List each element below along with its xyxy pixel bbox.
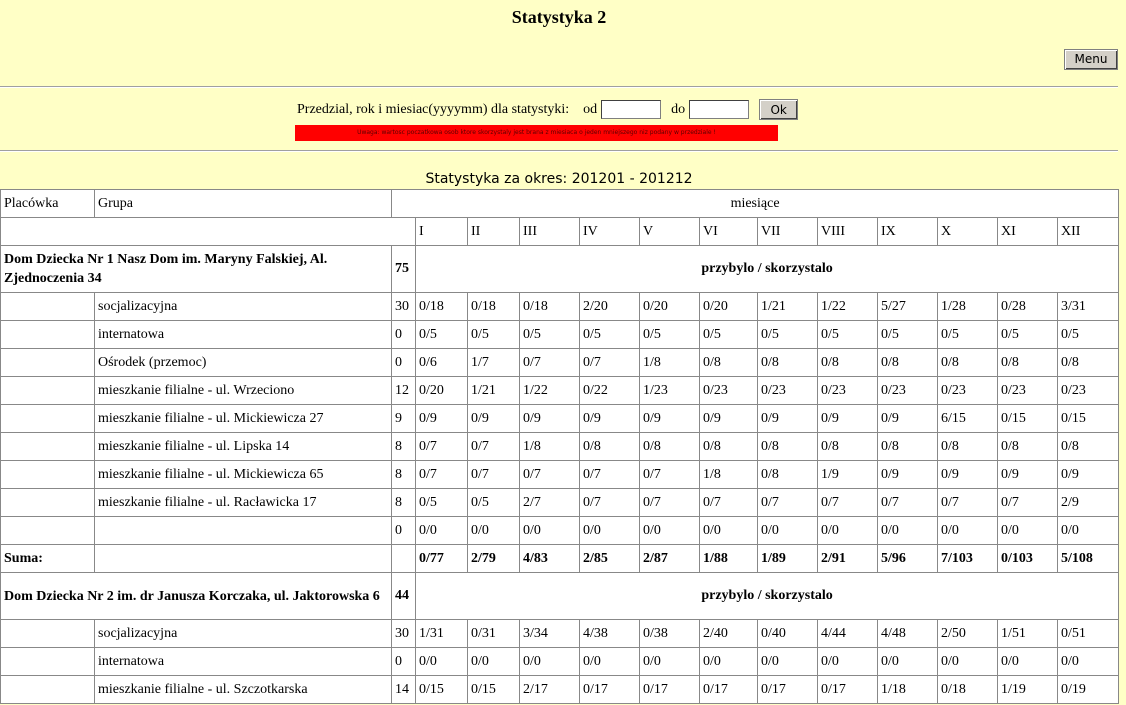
month-value: 0/5 xyxy=(938,321,998,349)
month-value: 0/8 xyxy=(878,349,938,377)
month-value: 0/8 xyxy=(998,433,1058,461)
month-value: 0/9 xyxy=(640,405,700,433)
month-value: 1/9 xyxy=(818,461,878,489)
month-value: 0/0 xyxy=(1058,648,1119,676)
group-row xyxy=(1,293,1119,321)
month-value: 0/18 xyxy=(520,293,580,321)
month-value: 0/8 xyxy=(758,461,818,489)
group-row xyxy=(1,433,1119,461)
month-value: 0/7 xyxy=(878,489,938,517)
month-value: 1/7 xyxy=(468,349,520,377)
month-value: 0/31 xyxy=(468,620,520,648)
group-count: 0 xyxy=(392,648,416,676)
month-value: 0/9 xyxy=(580,405,640,433)
month-value: 1/21 xyxy=(468,377,520,405)
month-value: 1/18 xyxy=(878,676,938,704)
month-value: 4/44 xyxy=(818,620,878,648)
month-value: 0/15 xyxy=(998,405,1058,433)
month-value: 0/5 xyxy=(878,321,938,349)
month-value: 0/9 xyxy=(758,405,818,433)
statistics-table xyxy=(0,189,1119,704)
group-name xyxy=(95,517,392,545)
month-value: 2/7 xyxy=(520,489,580,517)
month-value: 0/7 xyxy=(520,349,580,377)
month-value: 0/23 xyxy=(878,377,938,405)
to-label: do xyxy=(671,101,686,117)
month-value: 0/0 xyxy=(938,517,998,545)
month-value: 0/23 xyxy=(758,377,818,405)
group-count: 0 xyxy=(392,349,416,377)
month-value: 0/7 xyxy=(580,461,640,489)
group-count: 8 xyxy=(392,489,416,517)
month-value: 0/7 xyxy=(640,489,700,517)
month-value: 0/23 xyxy=(1058,377,1119,405)
empty-cell xyxy=(1,517,95,545)
month-header: I xyxy=(416,218,468,246)
empty-cell xyxy=(1,349,95,377)
month-value: 0/7 xyxy=(520,461,580,489)
group-name: mieszkanie filialne - ul. Wrzeciono xyxy=(95,377,392,405)
month-value: 0/51 xyxy=(1058,620,1119,648)
period-label: Statystyka za okres: 201201 - 201212 xyxy=(425,171,693,187)
group-row xyxy=(1,349,1119,377)
group-count: 8 xyxy=(392,461,416,489)
month-value: 0/0 xyxy=(580,648,640,676)
sum-value: 2/91 xyxy=(818,545,878,573)
month-value: 0/0 xyxy=(818,517,878,545)
sum-value: 7/103 xyxy=(938,545,998,573)
month-value: 1/8 xyxy=(700,461,758,489)
month-value: 1/8 xyxy=(520,433,580,461)
divider xyxy=(0,86,1118,88)
month-value: 5/27 xyxy=(878,293,938,321)
month-value: 0/8 xyxy=(700,433,758,461)
month-value: 0/0 xyxy=(998,517,1058,545)
month-value: 1/19 xyxy=(998,676,1058,704)
month-value: 0/0 xyxy=(700,517,758,545)
month-header: III xyxy=(520,218,580,246)
month-value: 0/7 xyxy=(818,489,878,517)
sum-value: 1/88 xyxy=(700,545,758,573)
month-value: 0/0 xyxy=(580,517,640,545)
month-value: 0/20 xyxy=(700,293,758,321)
month-value: 0/8 xyxy=(938,349,998,377)
group-name: mieszkanie filialne - ul. Mickiewicza 27 xyxy=(95,405,392,433)
month-value: 4/48 xyxy=(878,620,938,648)
group-row xyxy=(1,321,1119,349)
month-value: 0/17 xyxy=(758,676,818,704)
month-value: 2/17 xyxy=(520,676,580,704)
month-value: 0/0 xyxy=(520,648,580,676)
month-value: 0/7 xyxy=(700,489,758,517)
institution-subheader: przybylo / skorzystalo xyxy=(416,246,1119,293)
group-count: 14 xyxy=(392,676,416,704)
empty-cell xyxy=(1,321,95,349)
month-value: 2/9 xyxy=(1058,489,1119,517)
month-value: 0/17 xyxy=(818,676,878,704)
month-value: 1/8 xyxy=(640,349,700,377)
month-value: 1/28 xyxy=(938,293,998,321)
month-value: 0/9 xyxy=(938,461,998,489)
month-value: 0/6 xyxy=(416,349,468,377)
month-value: 0/18 xyxy=(416,293,468,321)
month-value: 0/5 xyxy=(416,489,468,517)
month-value: 0/8 xyxy=(818,349,878,377)
group-row xyxy=(1,620,1119,648)
month-value: 0/18 xyxy=(468,293,520,321)
ok-button[interactable]: Ok xyxy=(759,99,798,120)
month-value: 0/0 xyxy=(758,648,818,676)
month-value: 0/7 xyxy=(580,489,640,517)
month-value: 0/5 xyxy=(700,321,758,349)
month-value: 0/19 xyxy=(1058,676,1119,704)
month-value: 0/0 xyxy=(640,517,700,545)
month-header: IX xyxy=(878,218,938,246)
month-value: 0/8 xyxy=(818,433,878,461)
month-value: 0/7 xyxy=(938,489,998,517)
sum-value: 4/83 xyxy=(520,545,580,573)
month-value: 1/22 xyxy=(520,377,580,405)
month-value: 0/5 xyxy=(468,321,520,349)
month-value: 0/5 xyxy=(468,489,520,517)
month-value: 0/17 xyxy=(580,676,640,704)
month-value: 0/0 xyxy=(640,648,700,676)
sum-label: Suma: xyxy=(1,545,95,573)
group-row xyxy=(1,461,1119,489)
month-value: 0/8 xyxy=(700,349,758,377)
month-value: 0/8 xyxy=(878,433,938,461)
month-value: 0/22 xyxy=(580,377,640,405)
sum-value: 0/77 xyxy=(416,545,468,573)
month-value: 0/23 xyxy=(818,377,878,405)
empty-cell xyxy=(1,676,95,704)
institution-row xyxy=(1,573,1119,620)
month-value: 0/5 xyxy=(758,321,818,349)
month-header: VIII xyxy=(818,218,878,246)
month-value: 0/23 xyxy=(998,377,1058,405)
group-name: mieszkanie filialne - ul. Szczotkarska xyxy=(95,676,392,704)
month-value: 0/7 xyxy=(580,349,640,377)
group-count: 0 xyxy=(392,321,416,349)
month-value: 0/7 xyxy=(416,461,468,489)
group-count: 8 xyxy=(392,433,416,461)
month-value: 0/5 xyxy=(1058,321,1119,349)
group-name: internatowa xyxy=(95,648,392,676)
empty-cell xyxy=(1,405,95,433)
month-value: 0/5 xyxy=(520,321,580,349)
month-header: VI xyxy=(700,218,758,246)
month-value: 0/9 xyxy=(998,461,1058,489)
group-row xyxy=(1,648,1119,676)
range-label: Przedzial, rok i miesiac(yyyymm) dla statystyki: xyxy=(297,101,570,117)
sum-value: 5/108 xyxy=(1058,545,1119,573)
institution-subheader: przybylo / skorzystalo xyxy=(416,573,1119,620)
month-header: XII xyxy=(1058,218,1119,246)
month-value: 0/0 xyxy=(878,648,938,676)
month-value: 0/15 xyxy=(416,676,468,704)
month-value: 0/20 xyxy=(640,293,700,321)
month-value: 0/8 xyxy=(1058,433,1119,461)
header-grupa: Grupa xyxy=(95,190,392,218)
empty-cell xyxy=(392,545,416,573)
table-header-row xyxy=(1,190,1119,218)
month-header: V xyxy=(640,218,700,246)
group-name: mieszkanie filialne - ul. Lipska 14 xyxy=(95,433,392,461)
month-value: 0/23 xyxy=(700,377,758,405)
month-value: 0/5 xyxy=(640,321,700,349)
month-value: 2/20 xyxy=(580,293,640,321)
month-header: X xyxy=(938,218,998,246)
sum-value: 0/103 xyxy=(998,545,1058,573)
empty-cell xyxy=(1,377,95,405)
month-value: 0/0 xyxy=(1058,517,1119,545)
menu-button[interactable]: Menu xyxy=(1064,49,1118,70)
month-header: II xyxy=(468,218,520,246)
group-count: 12 xyxy=(392,377,416,405)
institution-total: 44 xyxy=(392,573,416,620)
group-name: Ośrodek (przemoc) xyxy=(95,349,392,377)
month-value: 6/15 xyxy=(938,405,998,433)
month-value: 0/7 xyxy=(468,433,520,461)
empty-cell xyxy=(1,489,95,517)
month-value: 0/9 xyxy=(520,405,580,433)
month-value: 3/34 xyxy=(520,620,580,648)
group-name: socjalizacyjna xyxy=(95,293,392,321)
sum-value: 5/96 xyxy=(878,545,938,573)
group-name: mieszkanie filialne - ul. Mickiewicza 65 xyxy=(95,461,392,489)
month-value: 0/0 xyxy=(878,517,938,545)
month-value: 0/8 xyxy=(938,433,998,461)
month-value: 0/28 xyxy=(998,293,1058,321)
month-value: 0/8 xyxy=(758,433,818,461)
month-value: 0/9 xyxy=(878,405,938,433)
month-value: 2/40 xyxy=(700,620,758,648)
group-name: mieszkanie filialne - ul. Racławicka 17 xyxy=(95,489,392,517)
month-value: 0/38 xyxy=(640,620,700,648)
month-value: 4/38 xyxy=(580,620,640,648)
sum-value: 1/89 xyxy=(758,545,818,573)
month-value: 0/23 xyxy=(938,377,998,405)
sum-value: 2/79 xyxy=(468,545,520,573)
month-value: 0/0 xyxy=(700,648,758,676)
institution-total: 75 xyxy=(392,246,416,293)
empty-cell xyxy=(1,218,416,246)
month-value: 0/18 xyxy=(938,676,998,704)
group-name: socjalizacyjna xyxy=(95,620,392,648)
month-value: 0/5 xyxy=(998,321,1058,349)
group-count: 30 xyxy=(392,293,416,321)
month-value: 0/8 xyxy=(1058,349,1119,377)
month-value: 0/7 xyxy=(416,433,468,461)
month-value: 1/23 xyxy=(640,377,700,405)
header-placowka: Placówka xyxy=(1,190,95,218)
month-value: 0/20 xyxy=(416,377,468,405)
warning-notice: Uwaga: wartosc poczatkowa osob ktore skorzystaly jest brana z miesiaca o jeden mniejszego niz podany w przedziale ! xyxy=(295,125,778,141)
month-value: 0/9 xyxy=(878,461,938,489)
month-value: 0/15 xyxy=(468,676,520,704)
month-value: 0/17 xyxy=(640,676,700,704)
month-value: 0/40 xyxy=(758,620,818,648)
group-row xyxy=(1,377,1119,405)
month-value: 0/15 xyxy=(1058,405,1119,433)
group-row xyxy=(1,489,1119,517)
month-value: 0/9 xyxy=(700,405,758,433)
group-count: 30 xyxy=(392,620,416,648)
month-value: 0/0 xyxy=(758,517,818,545)
month-value: 0/9 xyxy=(1058,461,1119,489)
month-value: 0/7 xyxy=(468,461,520,489)
month-value: 0/5 xyxy=(580,321,640,349)
group-count: 0 xyxy=(392,517,416,545)
month-value: 0/0 xyxy=(520,517,580,545)
month-value: 0/5 xyxy=(416,321,468,349)
page-title: Statystyka 2 xyxy=(511,7,607,27)
institution-name: Dom Dziecka Nr 2 im. dr Janusza Korczaka, ul. Jaktorowska 6 xyxy=(1,573,392,620)
month-value: 0/0 xyxy=(468,648,520,676)
empty-cell xyxy=(1,433,95,461)
month-value: 3/31 xyxy=(1058,293,1119,321)
month-value: 0/5 xyxy=(818,321,878,349)
month-value: 1/51 xyxy=(998,620,1058,648)
month-value: 0/0 xyxy=(818,648,878,676)
group-row xyxy=(1,405,1119,433)
month-value: 0/7 xyxy=(640,461,700,489)
month-value: 0/8 xyxy=(998,349,1058,377)
month-value: 0/7 xyxy=(998,489,1058,517)
divider xyxy=(0,150,1118,152)
month-value: 0/0 xyxy=(416,517,468,545)
month-value: 0/8 xyxy=(580,433,640,461)
empty-cell xyxy=(1,461,95,489)
institution-row xyxy=(1,246,1119,293)
empty-cell xyxy=(1,293,95,321)
group-count: 9 xyxy=(392,405,416,433)
header-miesiace: miesiące xyxy=(392,190,1119,218)
month-value: 0/0 xyxy=(998,648,1058,676)
sum-value: 2/87 xyxy=(640,545,700,573)
from-input[interactable] xyxy=(601,100,661,119)
month-value: 0/17 xyxy=(700,676,758,704)
month-value: 2/50 xyxy=(938,620,998,648)
institution-name: Dom Dziecka Nr 1 Nasz Dom im. Maryny Falskiej, Al. Zjednoczenia 34 xyxy=(1,246,392,293)
group-name: internatowa xyxy=(95,321,392,349)
month-header-row xyxy=(1,218,1119,246)
empty-cell xyxy=(1,620,95,648)
month-value: 0/0 xyxy=(468,517,520,545)
sum-row xyxy=(1,545,1119,573)
month-value: 0/9 xyxy=(468,405,520,433)
from-label: od xyxy=(583,101,598,117)
group-row xyxy=(1,676,1119,704)
month-value: 0/8 xyxy=(640,433,700,461)
group-row xyxy=(1,517,1119,545)
date-range-form xyxy=(297,99,798,120)
month-header: IV xyxy=(580,218,640,246)
month-header: XI xyxy=(998,218,1058,246)
month-value: 0/9 xyxy=(818,405,878,433)
to-input[interactable] xyxy=(689,100,749,119)
month-value: 1/22 xyxy=(818,293,878,321)
month-value: 0/8 xyxy=(758,349,818,377)
empty-cell xyxy=(1,648,95,676)
month-value: 0/0 xyxy=(938,648,998,676)
month-value: 1/21 xyxy=(758,293,818,321)
month-value: 0/0 xyxy=(416,648,468,676)
empty-cell xyxy=(95,545,392,573)
sum-value: 2/85 xyxy=(580,545,640,573)
month-value: 0/7 xyxy=(758,489,818,517)
month-value: 1/31 xyxy=(416,620,468,648)
month-value: 0/9 xyxy=(416,405,468,433)
month-header: VII xyxy=(758,218,818,246)
